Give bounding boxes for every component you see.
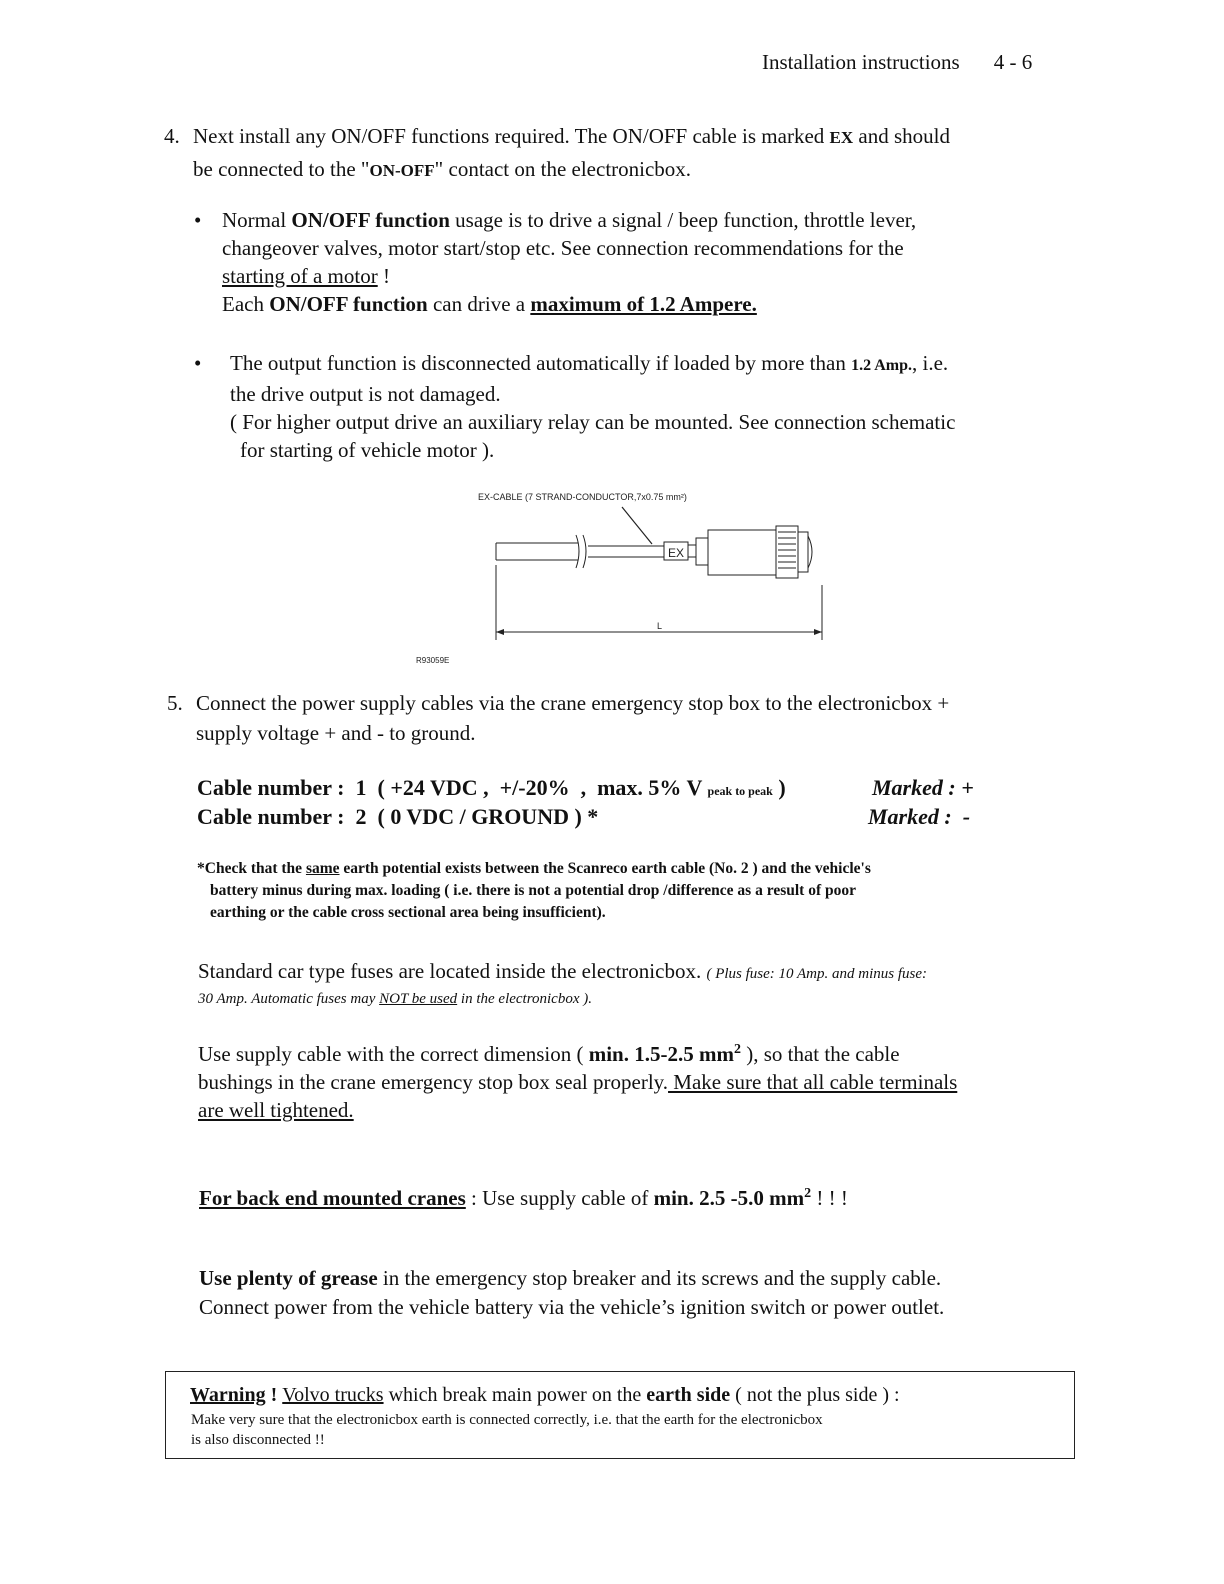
step-4-number: 4. xyxy=(164,124,180,148)
step-5-number: 5. xyxy=(167,691,183,715)
warning-title-line: Warning ! Volvo trucks which break main power on the earth side ( not the plus side ) : xyxy=(190,1384,900,1406)
step-5-text: Connect the power supply cables via the crane emergency stop box to the electronicbox + supply voltage + and - to ground. xyxy=(196,691,950,745)
fuses-paragraph: Standard car type fuses are located inside the electronicbox. ( Plus fuse: 10 Amp. and minus fuse: 30 Amp. Automatic fuses may NOT be used in the electronicbox ). xyxy=(198,959,928,1007)
figure-reference: R93059E xyxy=(416,656,450,665)
bullet-2-text: The output function is disconnected automatically if loaded by more than 1.2 Amp., i.e. the drive output is not damaged. ( For higher output drive an auxiliary relay can be mounted. See connection schematic for starting of vehicle motor ). xyxy=(230,351,956,462)
page-number: 4 - 6 xyxy=(993,50,1033,74)
starting-of-a-motor-link[interactable]: starting of a motor xyxy=(222,264,378,288)
earth-potential-note: *Check that the same earth potential exists between the Scanreco earth cable (No. 2 ) and the vehicle's battery minus during max. loading ( i.e. there is not a potential drop /difference as a result of poor earthing or the cable cross sectional area being insufficient). xyxy=(197,860,871,921)
page-header xyxy=(762,50,1032,75)
ex-marker: EX xyxy=(668,546,685,560)
step-4-text: Next install any ON/OFF functions required. The ON/OFF cable is marked EX and should be connected to the "ON-OFF" contact on the electronicbox. xyxy=(193,124,950,181)
dimension-label: L xyxy=(657,621,663,631)
cable-row-2: Cable number : 2 ( 0 VDC / GROUND ) * xyxy=(197,804,599,829)
header-title: Installation instructions xyxy=(762,50,960,74)
back-end-cranes-line: For back end mounted cranes : Use supply cable of min. 2.5 -5.0 $mm^2$ ! ! ! xyxy=(199,1186,848,1210)
cable-1-marked: Marked : + xyxy=(872,775,974,800)
warning-box xyxy=(165,1371,1075,1459)
ex-cable-diagram xyxy=(400,480,840,670)
figure-caption: EX-CABLE (7 STRAND-CONDUCTOR,7x0.75 mm²) xyxy=(478,492,687,502)
cable-2-marked: Marked : - xyxy=(868,804,971,829)
warning-body: Make very sure that the electronicbox earth is connected correctly, i.e. that the earth for the electronicbox is also disconnected !! xyxy=(191,1412,823,1448)
bullet-1-text: Normal ON/OFF function usage is to drive a signal / beep function, throttle lever, changeover valves, motor start/stop etc. See connection recommendations for the starting of a motor ! Each ON/OFF function can drive a maximum of 1.2 Ampere. xyxy=(222,208,917,316)
cable-row-1: Cable number : 1 ( +24 VDC , +/-20% , max. 5% V peak to peak ) xyxy=(197,775,786,800)
bullet-dot: • xyxy=(194,351,202,375)
bullet-dot: • xyxy=(194,208,202,232)
supply-cable-paragraph: Use supply cable with the correct dimension ( min. 1.5-2.5 $mm^2$ ), so that the cable bushings in the crane emergency stop box seal properly. Make sure that all cable terminals are well tightened. xyxy=(198,1042,958,1122)
grease-paragraph: Use plenty of grease in the emergency stop breaker and its screws and the supply cable. Connect power from the vehicle battery via the vehicle’s ignition switch or power outlet. xyxy=(199,1266,945,1319)
